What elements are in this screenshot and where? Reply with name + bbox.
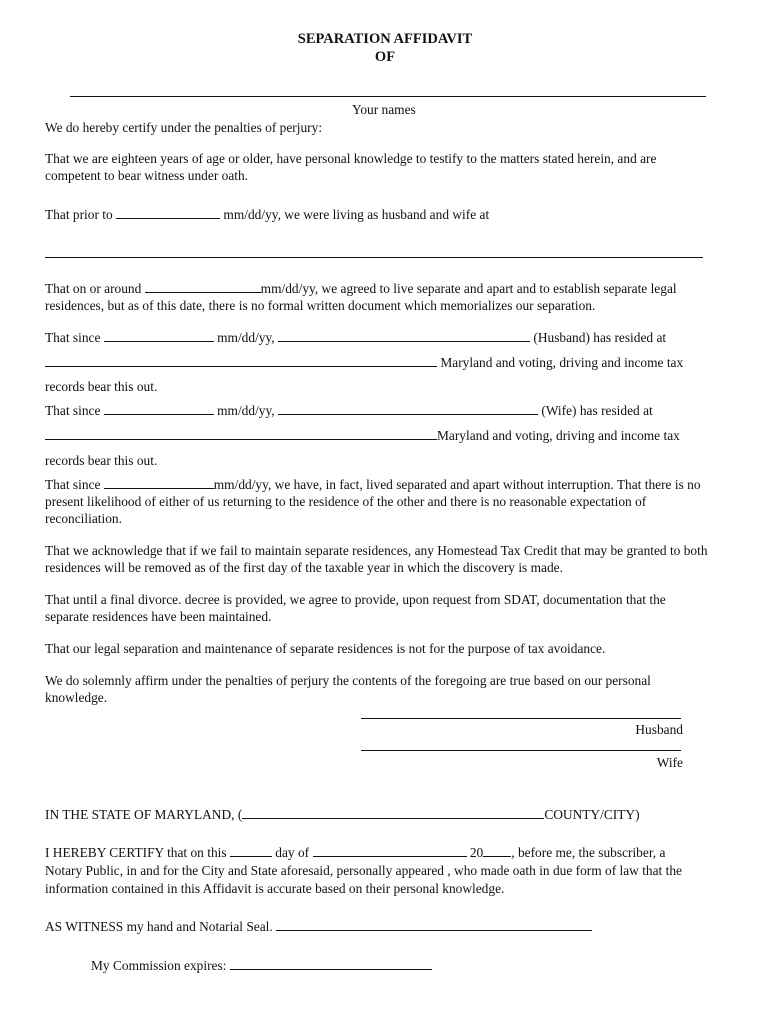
- notary-line-2: Notary Public, in and for the City and State aforesaid, personally appeared , who made oath in due form of law that the: [45, 863, 682, 878]
- day-field[interactable]: [230, 844, 272, 857]
- sdat-paragraph: That until a final divorce. decree is provided, we agree to provide, upon request from SDAT, documentation that the separate residences have been maintained.: [45, 592, 666, 624]
- apart-date-field[interactable]: [104, 476, 214, 489]
- state-line: [45, 806, 717, 823]
- wife-since-line: [45, 402, 717, 419]
- maryland-tail: Maryland and voting, driving and income tax: [440, 355, 684, 370]
- prior-line: [45, 206, 717, 223]
- husband-label: Husband: [635, 722, 683, 737]
- commission-label: My Commission expires:: [91, 958, 227, 973]
- document-title-of: OF: [374, 49, 396, 65]
- notary-line-3: information contained in this Affidavit is accurate based on their personal knowledge.: [45, 881, 505, 896]
- prior-label-end: mm/dd/yy, we were living as husband and wife at: [223, 207, 490, 222]
- prior-address-line[interactable]: [45, 257, 703, 258]
- husband-address-line: [45, 354, 717, 371]
- wife-signature-line[interactable]: [361, 750, 681, 751]
- maryland-tail: Maryland and voting, driving and income tax: [437, 428, 680, 443]
- year-prefix: 20: [469, 845, 484, 860]
- wife-resided-label: (Wife) has resided at: [541, 403, 653, 418]
- since-label: That since: [45, 330, 101, 345]
- husband-since-line: [45, 329, 717, 346]
- witness-label: AS WITNESS my hand and Notarial Seal.: [45, 919, 273, 934]
- subscriber-text: , before me, the subscriber, a: [511, 845, 666, 860]
- since-label: That since: [45, 403, 101, 418]
- homestead-paragraph: That we acknowledge that if we fail to maintain separate residences, any Homestead Tax Credit that may be granted to both residences will be removed as of the first day of the taxable year in which the discovery is made.: [45, 543, 708, 575]
- husband-resided-label: (Husband) has resided at: [533, 330, 667, 345]
- affirm-paragraph: We do solemnly affirm under the penalties of perjury the contents of the foregoing are true based on our personal knowledge.: [45, 673, 651, 705]
- state-label: IN THE STATE OF MARYLAND, (: [45, 807, 243, 822]
- age-paragraph: That we are eighteen years of age or older, have personal knowledge to testify to the matters stated herein, and are competent to bear witness under oath.: [45, 151, 657, 183]
- notary-signature-field[interactable]: [276, 918, 592, 931]
- certify-text: We do hereby certify under the penalties of perjury:: [45, 120, 323, 135]
- hereby-label: I HEREBY CERTIFY that on this: [45, 845, 227, 860]
- husband-signature-line[interactable]: [361, 718, 681, 719]
- wife-address-line: [45, 427, 717, 444]
- commission-line: [91, 957, 591, 974]
- wife-name-field[interactable]: [278, 402, 538, 415]
- county-label: COUNTY/CITY): [544, 807, 640, 822]
- month-field[interactable]: [313, 844, 467, 857]
- around-label: That on or around: [45, 281, 142, 296]
- wife-label: Wife: [656, 755, 683, 770]
- since-apart-paragraph: [45, 476, 713, 527]
- date-format: mm/dd/yy,: [217, 330, 275, 345]
- prior-date-field[interactable]: [116, 206, 220, 219]
- notary-line-1: [45, 844, 717, 861]
- records-wife: records bear this out.: [45, 453, 158, 468]
- commission-date-field[interactable]: [230, 957, 432, 970]
- prior-label: That prior to: [45, 207, 113, 222]
- names-label: Your names: [352, 102, 416, 117]
- husband-since-date-field[interactable]: [104, 329, 214, 342]
- day-of-label: day of: [275, 845, 310, 860]
- wife-since-date-field[interactable]: [104, 402, 214, 415]
- around-label-end: mm/dd/yy, we agreed to live separate and apart and to establish separate legal residences, but as of this date, there is no formal written document which memorializes our separation.: [45, 281, 677, 313]
- around-date-field[interactable]: [145, 280, 261, 293]
- around-paragraph: [45, 280, 711, 314]
- tax-paragraph: That our legal separation and maintenance of separate residences is not for the purpose of tax avoidance.: [45, 641, 606, 656]
- witness-line: [45, 918, 717, 935]
- since-label: That since: [45, 477, 101, 492]
- wife-address-field[interactable]: [45, 427, 437, 440]
- records-husband: records bear this out.: [45, 379, 158, 394]
- apart-text: mm/dd/yy, we have, in fact, lived separated and apart without interruption. That there is no present likelihood of either of us returning to the residence of the other and there is no reasonable expectation of reconciliation.: [45, 477, 701, 526]
- document-title: SEPARATION AFFIDAVIT: [297, 31, 473, 47]
- year-field[interactable]: [483, 844, 511, 857]
- husband-address-field[interactable]: [45, 354, 437, 367]
- husband-name-field[interactable]: [278, 329, 530, 342]
- names-line[interactable]: [70, 96, 706, 97]
- county-field[interactable]: [242, 806, 544, 819]
- date-format: mm/dd/yy,: [217, 403, 275, 418]
